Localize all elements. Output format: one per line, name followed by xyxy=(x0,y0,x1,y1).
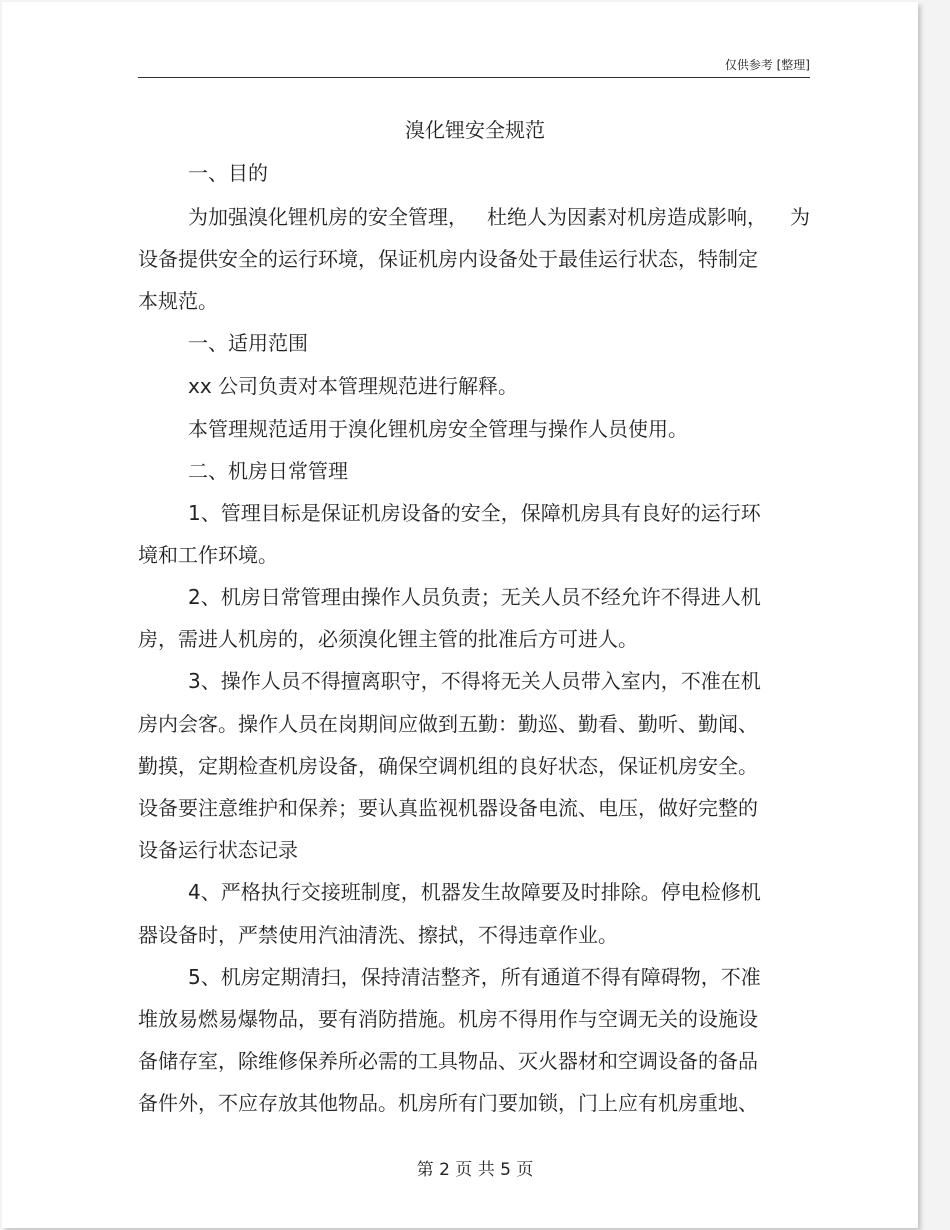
paragraph-line: 5、机房定期清扫，保持清洁整齐，所有通道不得有障碍物，不准 xyxy=(188,965,761,989)
paragraph-line: 房，需进人机房的，必须溴化锂主管的批准后方可进人。 xyxy=(138,627,638,651)
document-page xyxy=(2,2,918,1228)
paragraph-line: xx 公司负责对本管理规范进行解释。 xyxy=(188,374,519,398)
page-header-note: 仅供参考 [整理] xyxy=(724,58,810,72)
paragraph-line: 勤摸，定期检查机房设备，确保空调机组的良好状态，保证机房安全。 xyxy=(138,754,758,778)
paragraph-line: 为 xyxy=(790,205,810,229)
paragraph-line: 4、严格执行交接班制度，机器发生故障要及时排除。停电检修机 xyxy=(188,880,761,904)
section-heading-purpose: 一、目的 xyxy=(188,161,268,185)
paragraph-line: 2、机房日常管理由操作人员负责；无关人员不经允许不得进人机 xyxy=(188,585,761,609)
paragraph-line: 为加强溴化锂机房的安全管理， xyxy=(188,205,468,229)
paragraph-line: 设备要注意维护和保养；要认真监视机器设备电流、电压，做好完整的 xyxy=(138,796,758,820)
paragraph-line: 本规范。 xyxy=(138,289,218,313)
paragraph-line: 杜绝人为因素对机房造成影响， xyxy=(487,205,767,229)
paragraph-line: 堆放易燃易爆物品，要有消防措施。机房不得用作与空调无关的设施设 xyxy=(138,1007,758,1031)
section-heading-scope: 一、适用范围 xyxy=(188,331,308,355)
paragraph-line: 境和工作环境。 xyxy=(138,543,278,567)
paragraph-line: 备储存室，除维修保养所必需的工具物品、灭火器材和空调设备的备品 xyxy=(138,1049,758,1073)
paragraph-line: 1、管理目标是保证机房设备的安全，保障机房具有良好的运行环 xyxy=(188,501,761,525)
paragraph-line: 房内会客。操作人员在岗期间应做到五勤：勤巡、勤看、勤听、勤闻、 xyxy=(138,712,758,736)
section-heading-daily-management: 二、机房日常管理 xyxy=(188,459,348,483)
paragraph-line: 设备提供安全的运行环境，保证机房内设备处于最佳运行状态，特制定 xyxy=(138,247,758,271)
paragraph-line: 器设备时，严禁使用汽油清洗、擦拭，不得违章作业。 xyxy=(138,923,618,947)
paragraph-line: 3、操作人员不得擅离职守，不得将无关人员带入室内，不准在机 xyxy=(188,669,761,693)
paragraph-line: 备件外，不应存放其他物品。机房所有门要加锁，门上应有机房重地、 xyxy=(138,1091,758,1115)
paragraph-line: 本管理规范适用于溴化锂机房安全管理与操作人员使用。 xyxy=(188,417,688,441)
header-rule xyxy=(138,77,810,78)
paragraph-line: 设备运行状态记录 xyxy=(138,838,298,862)
page-number-footer: 第 2 页 共 5 页 xyxy=(416,1160,534,1180)
document-title: 溴化锂安全规范 xyxy=(405,118,545,142)
